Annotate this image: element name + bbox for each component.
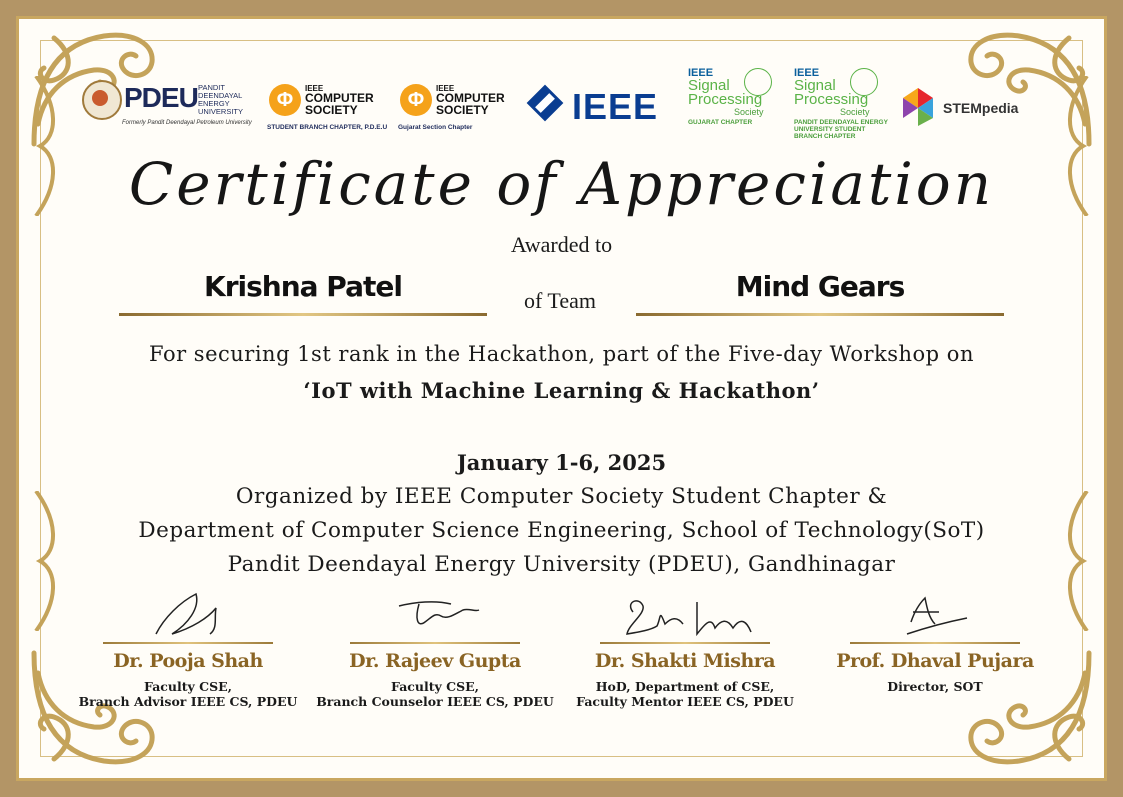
cs-branch-line1: IEEE — [305, 84, 324, 93]
signatory-role-line1: Faculty CSE, — [391, 679, 479, 694]
reason-text: For securing 1st rank in the Hackathon, part of the Five-day Workshop on — [149, 342, 974, 366]
signature-line — [850, 642, 1020, 644]
recipient-name-slot — [119, 270, 487, 320]
recipient-underline — [119, 313, 487, 316]
awarded-to-label: Awarded to — [510, 232, 613, 257]
globe-icon — [744, 68, 772, 96]
signature-line — [350, 642, 520, 644]
signatory-name: Prof. Dhaval Pujara — [836, 650, 1034, 672]
ieee-cs-section-logo — [400, 84, 530, 134]
sps-branch-line1: IEEE — [794, 67, 820, 79]
sps-branch-line3: Society — [840, 107, 870, 117]
phi-icon: Φ — [269, 84, 301, 116]
pdeu-seal-icon — [82, 80, 122, 120]
workshop-title: ‘IoT with Machine Learning & Hackathon’ — [303, 378, 820, 403]
recipient-name: Krishna Patel — [204, 270, 402, 303]
signatory-role-line1: Faculty CSE, — [144, 679, 232, 694]
sps-branch-line2b: Processing — [794, 91, 869, 108]
pdeu-wordmark: PDEU — [124, 82, 198, 113]
organizer-line-1: Organized by IEEE Computer Society Student Chapter & — [235, 484, 888, 509]
stempedia-logo — [897, 86, 1017, 130]
signatory-4 — [815, 588, 1055, 718]
signatory-role — [58, 679, 318, 709]
ieee-sps-gujarat-logo — [688, 68, 788, 148]
event-date: January 1-6, 2025 — [456, 450, 667, 475]
organizer-line-3: Pandit Deendayal Energy University (PDEU), Gandhinagar — [227, 552, 896, 577]
signature-line — [600, 642, 770, 644]
cs-section-line1: IEEE — [436, 84, 455, 93]
organizer-line-2: Department of Computer Science Engineering, School of Technology(SoT) — [138, 518, 985, 543]
ieee-cs-branch-logo — [269, 84, 399, 134]
team-name-slot — [636, 270, 1004, 320]
signatory-name: Dr. Rajeev Gupta — [349, 650, 521, 672]
cs-branch-line2: COMPUTER SOCIETY — [305, 91, 374, 117]
certificate-title: Certificate of Appreciation — [128, 150, 995, 218]
signatory-role-line2: Branch Counselor IEEE CS, PDEU — [316, 694, 554, 709]
logo-row — [82, 62, 1019, 152]
sps-gujarat-line2: Signal — [688, 77, 730, 94]
signature-icon — [68, 588, 308, 640]
signature-line — [103, 642, 273, 644]
signatory-name: Dr. Shakti Mishra — [594, 650, 776, 672]
pdeu-subtitle: PANDIT DEENDAYAL ENERGY UNIVERSITY — [198, 83, 244, 116]
cs-branch-line3: STUDENT BRANCH CHAPTER, P.D.E.U — [267, 124, 388, 131]
sps-gujarat-line1: IEEE — [688, 67, 714, 79]
signature-icon — [815, 588, 1055, 640]
signatory-role-line2: Branch Advisor IEEE CS, PDEU — [78, 694, 298, 709]
sps-gujarat-line3: Society — [734, 107, 764, 117]
ieee-diamond-icon — [527, 85, 564, 122]
signatory-role — [305, 679, 565, 709]
sps-branch-line2: Signal — [794, 77, 836, 94]
phi-icon: Φ — [400, 84, 432, 116]
signatory-1 — [68, 588, 308, 718]
signature-icon — [315, 588, 555, 640]
ieee-wordmark: IEEE — [572, 86, 659, 127]
team-name: Mind Gears — [735, 270, 905, 303]
stempedia-mark-icon — [897, 86, 939, 128]
sps-gujarat-line2b: Processing — [688, 91, 763, 108]
team-underline — [636, 313, 1004, 316]
signatory-role-line1: Director, SOT — [887, 679, 983, 694]
signatory-3 — [565, 588, 805, 718]
sps-gujarat-line4: GUJARAT CHAPTER — [688, 119, 753, 126]
signatory-role-line1: HoD, Department of CSE, — [595, 679, 775, 694]
ieee-sps-branch-logo — [794, 68, 894, 148]
signature-icon — [565, 588, 805, 640]
sps-branch-line4: PANDIT DEENDAYAL ENERGY UNIVERSITY STUDENT BRANCH CHAPTER — [794, 119, 888, 140]
ieee-logo — [530, 86, 670, 126]
globe-icon — [850, 68, 878, 96]
of-team-label: of Team — [524, 288, 596, 313]
signatory-role-line2: Faculty Mentor IEEE CS, PDEU — [576, 694, 794, 709]
signatory-role — [555, 679, 815, 709]
signatory-role — [805, 679, 1065, 694]
pdeu-logo — [82, 80, 252, 130]
signatory-2 — [315, 588, 555, 718]
signatory-name: Dr. Pooja Shah — [113, 650, 263, 672]
cs-section-line2: COMPUTER SOCIETY — [436, 91, 505, 117]
pdeu-tagline: Formerly Pandit Deendayal Petroleum University — [122, 120, 252, 126]
cs-section-line3: Gujarat Section Chapter — [398, 124, 473, 131]
stempedia-wordmark: STEMpedia — [943, 100, 1019, 116]
